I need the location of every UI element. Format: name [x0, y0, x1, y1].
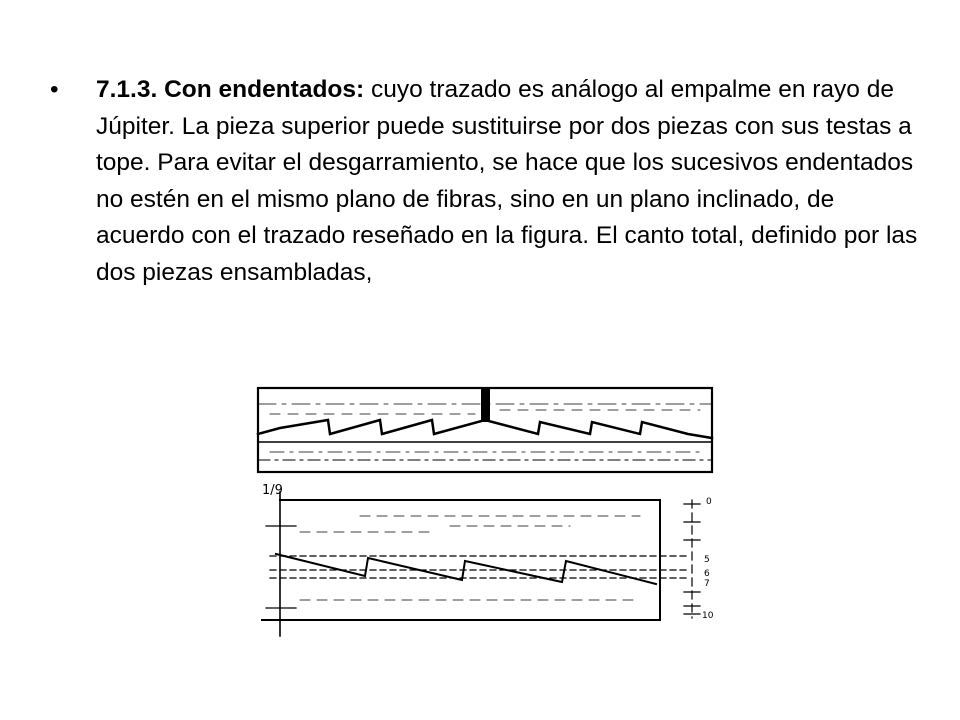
- beam-elevation: [258, 388, 712, 472]
- scale-label: 6: [704, 569, 710, 579]
- scale-label: 7: [704, 579, 710, 589]
- section-heading: 7.1.3. Con endentados:: [96, 76, 365, 103]
- corner-label: 1/9: [262, 483, 283, 498]
- joint-drawing: [240, 380, 740, 640]
- butt-joint: [481, 388, 490, 422]
- indented-joint-line: [258, 420, 712, 438]
- bullet-item: [50, 72, 920, 291]
- bullet-marker: •: [50, 76, 59, 103]
- scale-label: 0: [706, 497, 712, 507]
- scale-label: 10: [702, 611, 714, 621]
- section-text: cuyo trazado es análogo al empalme en rayo de Júpiter. La pieza superior puede sustituirse por dos piezas con sus testas a tope. Para evitar el desgarramiento, se hace que los sucesivos endentados no estén en el mismo plano de fibras, sino en un plano inclinado, de acuerdo con el trazado reseñado en la figura. El canto total, definido por las dos piezas ensambladas,: [96, 76, 918, 286]
- scale-label: 5: [704, 555, 710, 565]
- bullet-paragraph: [50, 72, 920, 291]
- indent-scheme: [262, 492, 700, 636]
- bullet-content: [96, 72, 920, 291]
- inclined-indent-line: [276, 554, 656, 584]
- joint-drawing-svg: [240, 380, 740, 640]
